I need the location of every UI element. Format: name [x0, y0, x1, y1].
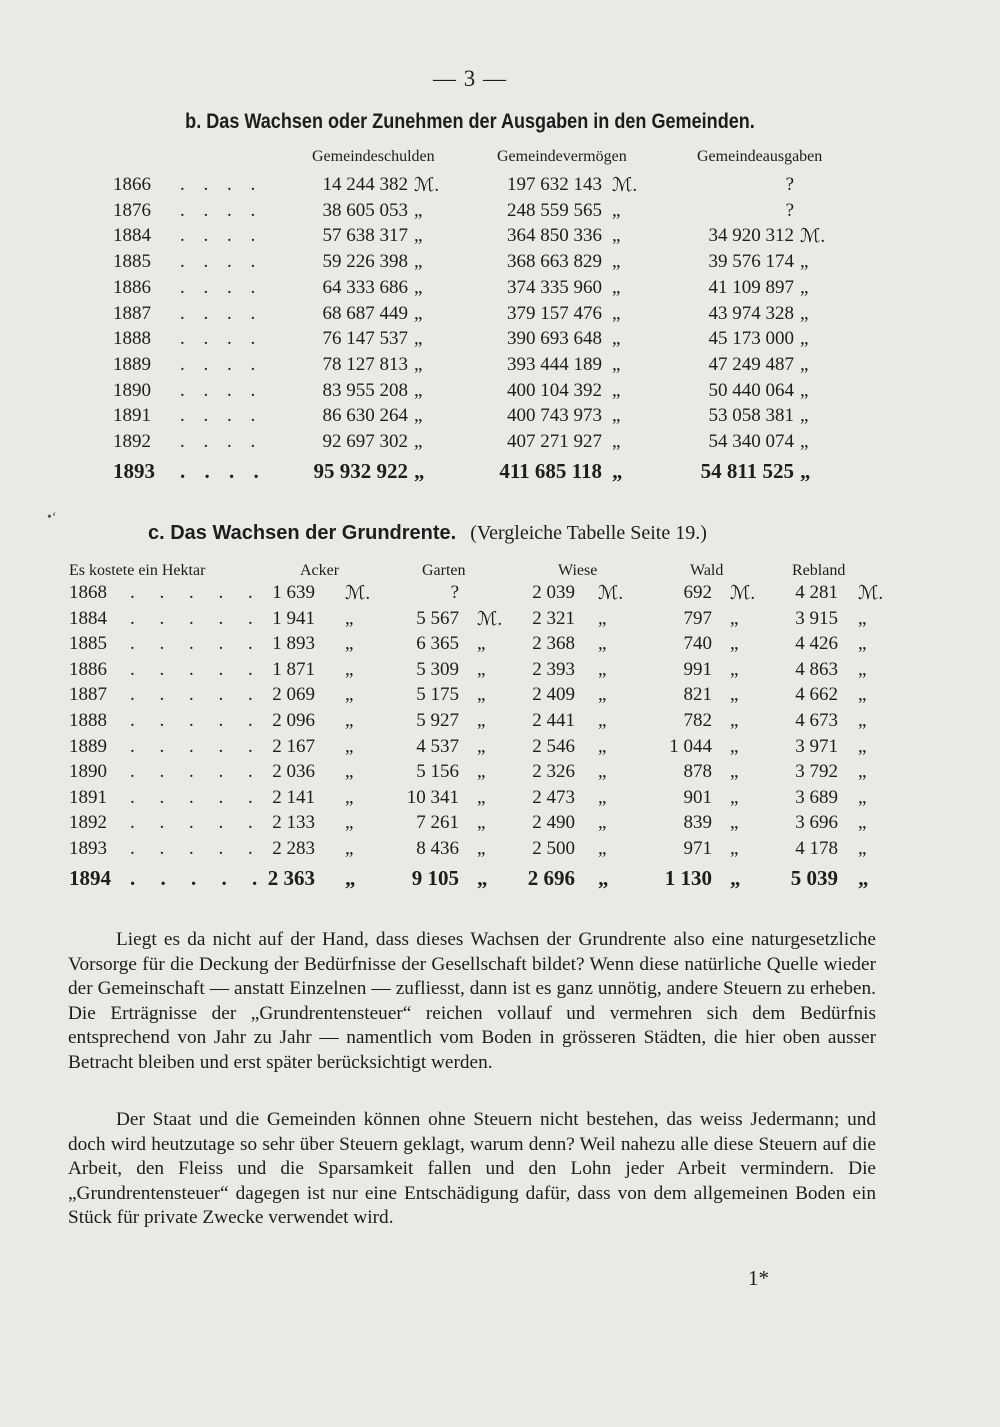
table-row: [0, 354, 1000, 379]
page-number: — 3 —: [433, 66, 507, 91]
cell-dots: . . . . .: [130, 582, 263, 603]
signature-mark: 1*: [748, 1266, 769, 1290]
cell-uw: „: [598, 761, 607, 783]
cell-ug: „: [477, 812, 486, 834]
cell-ur: „: [858, 812, 867, 834]
cell-a: 2 167: [272, 735, 315, 757]
cell-u3: „: [800, 276, 809, 298]
cell-v1: 83 955 208: [322, 379, 408, 401]
cell-w: 2 546: [532, 735, 575, 757]
cell-year: 1887: [113, 302, 151, 324]
cell-u2: „: [612, 431, 621, 452]
cell-uw: „: [598, 838, 607, 859]
cell-ur: „: [858, 607, 867, 629]
cell-v2: 379 157 476: [507, 302, 602, 324]
cell-dots: . . . . .: [130, 838, 263, 859]
cell-dots: . . . .: [180, 251, 263, 273]
cell-dots: . . . . .: [130, 865, 268, 890]
cell-year: 1890: [69, 761, 107, 783]
cell-dots: . . . .: [180, 353, 263, 375]
cell-uw: „: [598, 633, 607, 655]
cell-a: 2 283: [272, 838, 315, 859]
cell-year: 1891: [69, 786, 107, 808]
table-row: [0, 812, 1000, 837]
cell-v3: 43 974 328: [708, 302, 794, 324]
cell-a: 2 133: [272, 812, 315, 834]
cell-year: 1892: [113, 431, 151, 452]
cell-wa: 1 044: [669, 735, 712, 757]
cell-a: 1 941: [272, 607, 315, 629]
cell-wa: 971: [683, 838, 712, 859]
cell-u3: „: [800, 405, 809, 427]
cell-u2: „: [612, 405, 621, 427]
cell-uw: „: [598, 684, 607, 706]
table-row: [0, 838, 1000, 863]
cell-w: 2 039: [532, 582, 575, 603]
cell-ua: „: [345, 658, 354, 680]
cell-dots: . . . .: [180, 225, 263, 247]
cell-u3: „: [800, 379, 809, 401]
table-row: [0, 251, 1000, 276]
cell-g: 5 309: [416, 658, 459, 680]
cell-uwa: „: [730, 761, 739, 783]
cell-u3: ℳ.: [800, 226, 826, 248]
cell-a: 2 069: [272, 684, 315, 706]
cell-v2: 393 444 189: [507, 353, 602, 375]
cell-dots: . . . .: [180, 405, 263, 427]
cell-r: 4 673: [795, 710, 838, 731]
cell-year: 1893: [69, 838, 107, 859]
cell-ua: „: [345, 838, 354, 859]
cell-dots: . . . . .: [130, 735, 263, 757]
cell-a: 1 871: [272, 658, 315, 680]
cell-u2: ℳ.: [612, 175, 638, 196]
cell-dots: . . . .: [180, 302, 263, 324]
table-b-header-ausgaben: Gemeindeausgaben: [697, 148, 823, 165]
cell-v2: 368 663 829: [507, 251, 602, 273]
section-b-title: b. Das Wachsen oder Zunehmen der Ausgaben in den Gemeinden.: [185, 110, 755, 133]
cell-v3: 50 440 064: [708, 379, 794, 401]
cell-u1: „: [414, 199, 423, 221]
cell-dots: . . . .: [180, 328, 263, 350]
cell-uw: „: [598, 658, 607, 680]
cell-dots: . . . . .: [130, 812, 263, 834]
cell-uw: „: [598, 865, 609, 890]
cell-u1: „: [414, 458, 425, 483]
cell-year: 1888: [69, 710, 107, 731]
cell-dots: . . . . .: [130, 761, 263, 783]
cell-ur: ℳ.: [858, 583, 884, 604]
paragraph-2-text: Der Staat und die Gemeinden können ohne Steuern nicht bestehen, das weiss Jedermann; und doch wird heutzutage so sehr über Steuern geklagt, warum denn? Weil nahezu alle diese Steuern auf die Arbeit, den Fleiss und die Sparsamkeit fallen und den Lohn jeder Arbeit vermindern. Die „Grundrentensteuer“ dagegen ist nur eine Entschädigung dafür, dass von dem allgemeinen Boden ein Stück für private Zwecke verwendet wird.: [68, 1109, 876, 1229]
cell-u3: „: [800, 328, 809, 350]
table-row: [0, 174, 1000, 199]
cell-w: 2 368: [532, 633, 575, 655]
cell-uw: „: [598, 735, 607, 757]
cell-w: 2 321: [532, 607, 575, 629]
cell-ug: „: [477, 658, 486, 680]
cell-year: 1876: [113, 199, 151, 221]
cell-uwa: „: [730, 607, 739, 629]
cell-ug: „: [477, 735, 486, 757]
cell-u3: „: [800, 302, 809, 324]
cell-v1: 86 630 264: [322, 405, 408, 427]
cell-u3: „: [800, 458, 811, 483]
cell-year: 1893: [113, 458, 155, 483]
cell-w: 2 393: [532, 658, 575, 680]
cell-v1: 76 147 537: [322, 328, 408, 350]
cell-r: 4 662: [795, 684, 838, 706]
table-row: [0, 328, 1000, 353]
table-row: [0, 380, 1000, 405]
cell-w: 2 441: [532, 710, 575, 731]
cell-wa: 839: [683, 812, 712, 834]
cell-year: 1887: [69, 684, 107, 706]
cell-year: 1889: [113, 353, 151, 375]
cell-year: 1894: [69, 865, 111, 890]
cell-v1: 92 697 302: [322, 431, 408, 452]
table-row: [0, 710, 1000, 735]
cell-year: 1886: [69, 658, 107, 680]
cell-u2: „: [612, 225, 621, 247]
cell-v2: 411 685 118: [499, 458, 602, 483]
cell-u1: „: [414, 379, 423, 401]
table-row: [0, 608, 1000, 633]
cell-year: 1891: [113, 405, 151, 427]
table-row: [0, 225, 1000, 250]
table-c-header-wiese: Wiese: [558, 562, 598, 579]
cell-r: 4 178: [795, 838, 838, 859]
cell-v3: 54 340 074: [708, 431, 794, 452]
cell-r: 4 281: [795, 582, 838, 603]
cell-w: 2 409: [532, 684, 575, 706]
cell-dots: . . . . .: [130, 633, 263, 655]
cell-w: 2 326: [532, 761, 575, 783]
cell-r: 5 039: [790, 865, 838, 890]
cell-ua: ℳ.: [345, 583, 371, 604]
cell-dots: . . . .: [180, 174, 263, 195]
cell-r: 3 792: [795, 761, 838, 783]
cell-u2: „: [612, 379, 621, 401]
cell-r: 3 971: [795, 735, 838, 757]
cell-ua: „: [345, 865, 356, 890]
cell-u1: „: [414, 225, 423, 247]
cell-u1: „: [414, 328, 423, 350]
cell-a: 2 096: [272, 710, 315, 731]
cell-v1: 38 605 053: [322, 199, 408, 221]
cell-g: 5 175: [416, 684, 459, 706]
cell-r: 4 426: [795, 633, 838, 655]
cell-ug: ℳ.: [477, 608, 503, 630]
cell-w: 2 500: [532, 838, 575, 859]
cell-v3: 54 811 525: [700, 458, 794, 483]
cell-dots: . . . . .: [130, 607, 263, 629]
table-row: [0, 582, 1000, 607]
cell-ug: „: [477, 633, 486, 655]
cell-uwa: „: [730, 865, 741, 890]
cell-g: 9 105: [411, 865, 459, 890]
cell-ur: „: [858, 735, 867, 757]
cell-year: 1889: [69, 735, 107, 757]
section-c-title: c. Das Wachsen der Grundrente.: [148, 522, 457, 544]
cell-uwa: „: [730, 735, 739, 757]
cell-uw: „: [598, 607, 607, 629]
table-row: [0, 684, 1000, 709]
table-c-header-rebland: Rebland: [792, 562, 846, 579]
cell-a: 1 893: [272, 633, 315, 655]
cell-w: 2 473: [532, 786, 575, 808]
table-row: [0, 303, 1000, 328]
cell-r: 3 689: [795, 786, 838, 808]
cell-u2: „: [612, 328, 621, 350]
cell-u2: „: [612, 251, 621, 273]
table-row: [0, 659, 1000, 684]
cell-uwa: „: [730, 786, 739, 808]
cell-v3: 34 920 312: [708, 225, 794, 247]
cell-ua: „: [345, 786, 354, 808]
cell-v2: 248 559 565: [507, 199, 602, 221]
table-b-header-vermoegen: Gemeindevermögen: [497, 148, 627, 165]
cell-v1: 95 932 922: [313, 458, 408, 483]
table-row: [0, 736, 1000, 761]
table-row: [0, 431, 1000, 456]
cell-dots: . . . .: [180, 199, 263, 221]
cell-v3: ?: [785, 174, 794, 195]
cell-year: 1866: [113, 174, 151, 195]
cell-year: 1885: [69, 633, 107, 655]
cell-v1: 68 687 449: [322, 302, 408, 324]
cell-wa: 878: [683, 761, 712, 783]
cell-dots: . . . .: [180, 379, 263, 401]
cell-ur: „: [858, 658, 867, 680]
table-row: [0, 866, 1000, 891]
table-row: [0, 459, 1000, 484]
cell-dots: . . . . .: [130, 710, 263, 731]
cell-u1: „: [414, 302, 423, 324]
cell-g: 10 341: [406, 786, 459, 808]
cell-v2: 400 104 392: [507, 379, 602, 401]
table-c-header-wald: Wald: [690, 562, 724, 579]
cell-v2: 400 743 973: [507, 405, 602, 427]
cell-ug: „: [477, 761, 486, 783]
cell-wa: 991: [683, 658, 712, 680]
cell-wa: 901: [683, 786, 712, 808]
cell-u1: ℳ.: [414, 175, 440, 196]
cell-r: 3 915: [795, 607, 838, 629]
cell-a: 2 363: [267, 865, 315, 890]
cell-uw: „: [598, 710, 607, 731]
cell-g: 7 261: [416, 812, 459, 834]
cell-v1: 57 638 317: [322, 225, 408, 247]
cell-v2: 390 693 648: [507, 328, 602, 350]
cell-u1: „: [414, 353, 423, 375]
cell-ug: „: [477, 786, 486, 808]
cell-wa: 782: [683, 710, 712, 731]
cell-ua: „: [345, 735, 354, 757]
section-c-title-line: [148, 521, 707, 545]
cell-v2: 197 632 143: [507, 174, 602, 195]
cell-v1: 64 333 686: [322, 276, 408, 298]
cell-ug: „: [477, 865, 488, 890]
cell-uwa: „: [730, 838, 739, 859]
cell-year: 1892: [69, 812, 107, 834]
cell-dots: . . . . .: [130, 786, 263, 808]
cell-uwa: ℳ.: [730, 583, 756, 604]
cell-u1: „: [414, 405, 423, 427]
cell-u2: „: [612, 276, 621, 298]
cell-ug: „: [477, 710, 486, 731]
cell-v3: 39 576 174: [708, 251, 794, 273]
cell-g: 5 567: [416, 607, 459, 629]
cell-ur: „: [858, 761, 867, 783]
table-c-header-acker: Acker: [300, 562, 340, 579]
cell-r: 4 863: [795, 658, 838, 680]
cell-ur: „: [858, 865, 869, 890]
cell-g: 5 156: [416, 761, 459, 783]
cell-uwa: „: [730, 710, 739, 731]
table-row: [0, 405, 1000, 430]
cell-u2: „: [612, 302, 621, 324]
cell-u2: „: [612, 458, 623, 483]
cell-u3: „: [800, 353, 809, 375]
cell-ur: „: [858, 710, 867, 731]
cell-v3: 45 173 000: [708, 328, 794, 350]
cell-u1: „: [414, 251, 423, 273]
cell-year: 1888: [113, 328, 151, 350]
cell-ua: „: [345, 633, 354, 655]
margin-mark: •‘: [47, 510, 57, 525]
cell-year: 1886: [113, 276, 151, 298]
cell-g: 4 537: [416, 735, 459, 757]
cell-u1: „: [414, 276, 423, 298]
cell-v1: 59 226 398: [322, 251, 408, 273]
table-c-header-hektar: Es kostete ein Hektar: [69, 562, 206, 579]
cell-year: 1868: [69, 582, 107, 603]
cell-wa: 740: [683, 633, 712, 655]
cell-ur: „: [858, 838, 867, 859]
cell-ua: „: [345, 684, 354, 706]
cell-uwa: „: [730, 684, 739, 706]
table-row: [0, 200, 1000, 225]
cell-ur: „: [858, 684, 867, 706]
cell-g: ?: [450, 582, 459, 603]
cell-g: 8 436: [416, 838, 459, 859]
cell-a: 2 036: [272, 761, 315, 783]
cell-v2: 364 850 336: [507, 225, 602, 247]
cell-ur: „: [858, 786, 867, 808]
cell-uwa: „: [730, 633, 739, 655]
cell-year: 1884: [113, 225, 151, 247]
cell-u3: „: [800, 251, 809, 273]
cell-v3: 47 249 487: [708, 353, 794, 375]
cell-u3: „: [800, 431, 809, 452]
table-row: [0, 787, 1000, 812]
table-c-header-garten: Garten: [422, 562, 466, 579]
cell-a: 1 639: [272, 582, 315, 603]
paragraph-1: [68, 928, 876, 1076]
paragraph-2: [68, 1108, 876, 1231]
cell-wa: 821: [683, 684, 712, 706]
cell-v3: 53 058 381: [708, 405, 794, 427]
cell-u2: „: [612, 353, 621, 375]
cell-u2: „: [612, 199, 621, 221]
cell-year: 1885: [113, 251, 151, 273]
cell-dots: . . . .: [180, 431, 263, 452]
cell-v3: ?: [785, 199, 794, 221]
cell-ua: „: [345, 607, 354, 629]
cell-wa: 797: [683, 607, 712, 629]
cell-wa: 692: [683, 582, 712, 603]
cell-dots: . . . . .: [130, 684, 263, 706]
paragraph-1-text: Liegt es da nicht auf der Hand, dass dieses Wachsen der Grundrente also eine naturgesetzliche Vorsorge für die Deckung der Bedürfnisse der Gesellschaft bildet? Wenn diese natürliche Quelle wieder der Gemeinschaft — anstatt Einzelnen — zufliesst, dann ist es ganz unnötig, andere Steuern zu erheben. Die Erträgnisse der „Grundrentensteuer“ reichen vollauf und vermehren sich dem Bedürfnis entsprechend von Jahr zu Jahr — namentlich vom Boden in grösseren Städten, die hier oben ausser Betracht bleiben und erst später berücksichtigt werden.: [68, 929, 876, 1073]
cell-uw: „: [598, 812, 607, 834]
cell-v1: 14 244 382: [322, 174, 408, 195]
cell-uw: ℳ.: [598, 583, 624, 604]
cell-w: 2 490: [532, 812, 575, 834]
cell-ua: „: [345, 710, 354, 731]
cell-ua: „: [345, 812, 354, 834]
cell-ur: „: [858, 633, 867, 655]
cell-dots: . . . .: [180, 276, 263, 298]
cell-v2: 374 335 960: [507, 276, 602, 298]
cell-a: 2 141: [272, 786, 315, 808]
section-c-reference: (Vergleiche Tabelle Seite 19.): [470, 522, 707, 544]
cell-g: 5 927: [416, 710, 459, 731]
table-row: [0, 761, 1000, 786]
cell-uw: „: [598, 786, 607, 808]
cell-uwa: „: [730, 658, 739, 680]
cell-year: 1884: [69, 607, 107, 629]
cell-r: 3 696: [795, 812, 838, 834]
cell-wa: 1 130: [664, 865, 712, 890]
cell-v1: 78 127 813: [322, 353, 408, 375]
cell-uwa: „: [730, 812, 739, 834]
cell-u1: „: [414, 431, 423, 452]
cell-dots: . . . .: [180, 458, 266, 483]
cell-w: 2 696: [527, 865, 575, 890]
cell-ug: „: [477, 684, 486, 706]
cell-v3: 41 109 897: [708, 276, 794, 298]
cell-year: 1890: [113, 379, 151, 401]
cell-ua: „: [345, 761, 354, 783]
cell-ug: „: [477, 838, 486, 859]
table-row: [0, 633, 1000, 658]
table-b-header-schulden: Gemeindeschulden: [312, 148, 435, 165]
cell-dots: . . . . .: [130, 658, 263, 680]
cell-g: 6 365: [416, 633, 459, 655]
cell-v2: 407 271 927: [507, 431, 602, 452]
table-row: [0, 277, 1000, 302]
